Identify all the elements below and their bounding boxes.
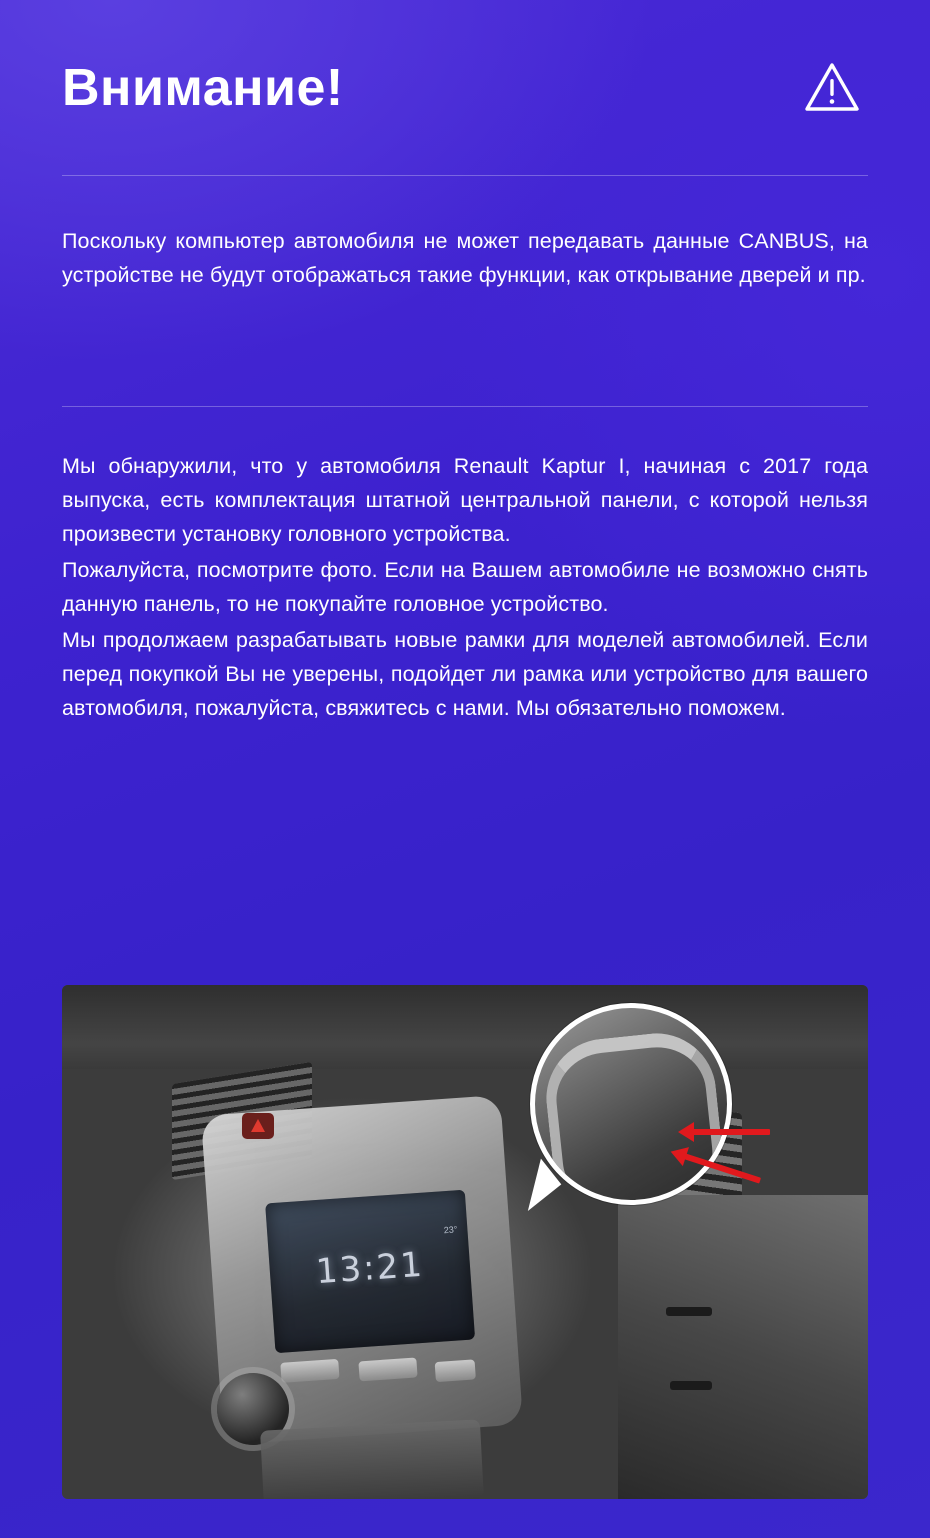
head-unit-screen [265, 1190, 475, 1354]
console-button-2 [358, 1357, 417, 1381]
compat-paragraph-2: Пожалуйста, посмотрите фото. Если на Вашем автомобиле не возможно снять данную панель, то не покупайте головное устройство. [62, 557, 868, 616]
callout-zoom-circle [530, 1003, 732, 1205]
dashboard-top [62, 985, 868, 1069]
hazard-light-button [242, 1113, 274, 1139]
screen-temperature: 23° [443, 1224, 458, 1236]
divider-top [62, 175, 868, 176]
compat-paragraph-3: Мы продолжаем разрабатывать новые рамки для моделей автомобилей. Если перед покупкой Вы не уверены, подойдет ли рамка или устройство для вашего автомобиля, пожалуйста, свяжитесь с нами. Мы обязательно поможем. [62, 627, 868, 720]
page-header [0, 0, 930, 175]
console-button-1 [280, 1359, 339, 1383]
console-button-3 [435, 1359, 476, 1382]
compat-paragraph-1: Мы обнаружили, что у автомобиля Renault Kaptur I, начиная с 2017 года выпуска, есть комплектация штатной центральной панели, с которой нельзя произвести установку головного устройства. [62, 454, 868, 546]
lower-console [260, 1419, 484, 1499]
divider-middle [62, 406, 868, 407]
canbus-note-block [62, 225, 868, 293]
canbus-note-text: Поскольку компьютер автомобиля не может передавать данные CANBUS, на устройстве не будут отображаться такие функции, как открывание дверей и пр. [62, 229, 868, 287]
compatibility-note-block [62, 450, 868, 726]
panel-slot-2 [670, 1381, 712, 1390]
car-dashboard-photo [62, 985, 868, 1499]
warning-triangle-icon [804, 60, 860, 116]
screen-clock: 13:21 [314, 1244, 426, 1293]
annotation-arrow-1 [692, 1129, 770, 1135]
page-title: Внимание! [62, 58, 344, 117]
center-panel-right [618, 1195, 868, 1499]
panel-slot-1 [666, 1307, 712, 1316]
